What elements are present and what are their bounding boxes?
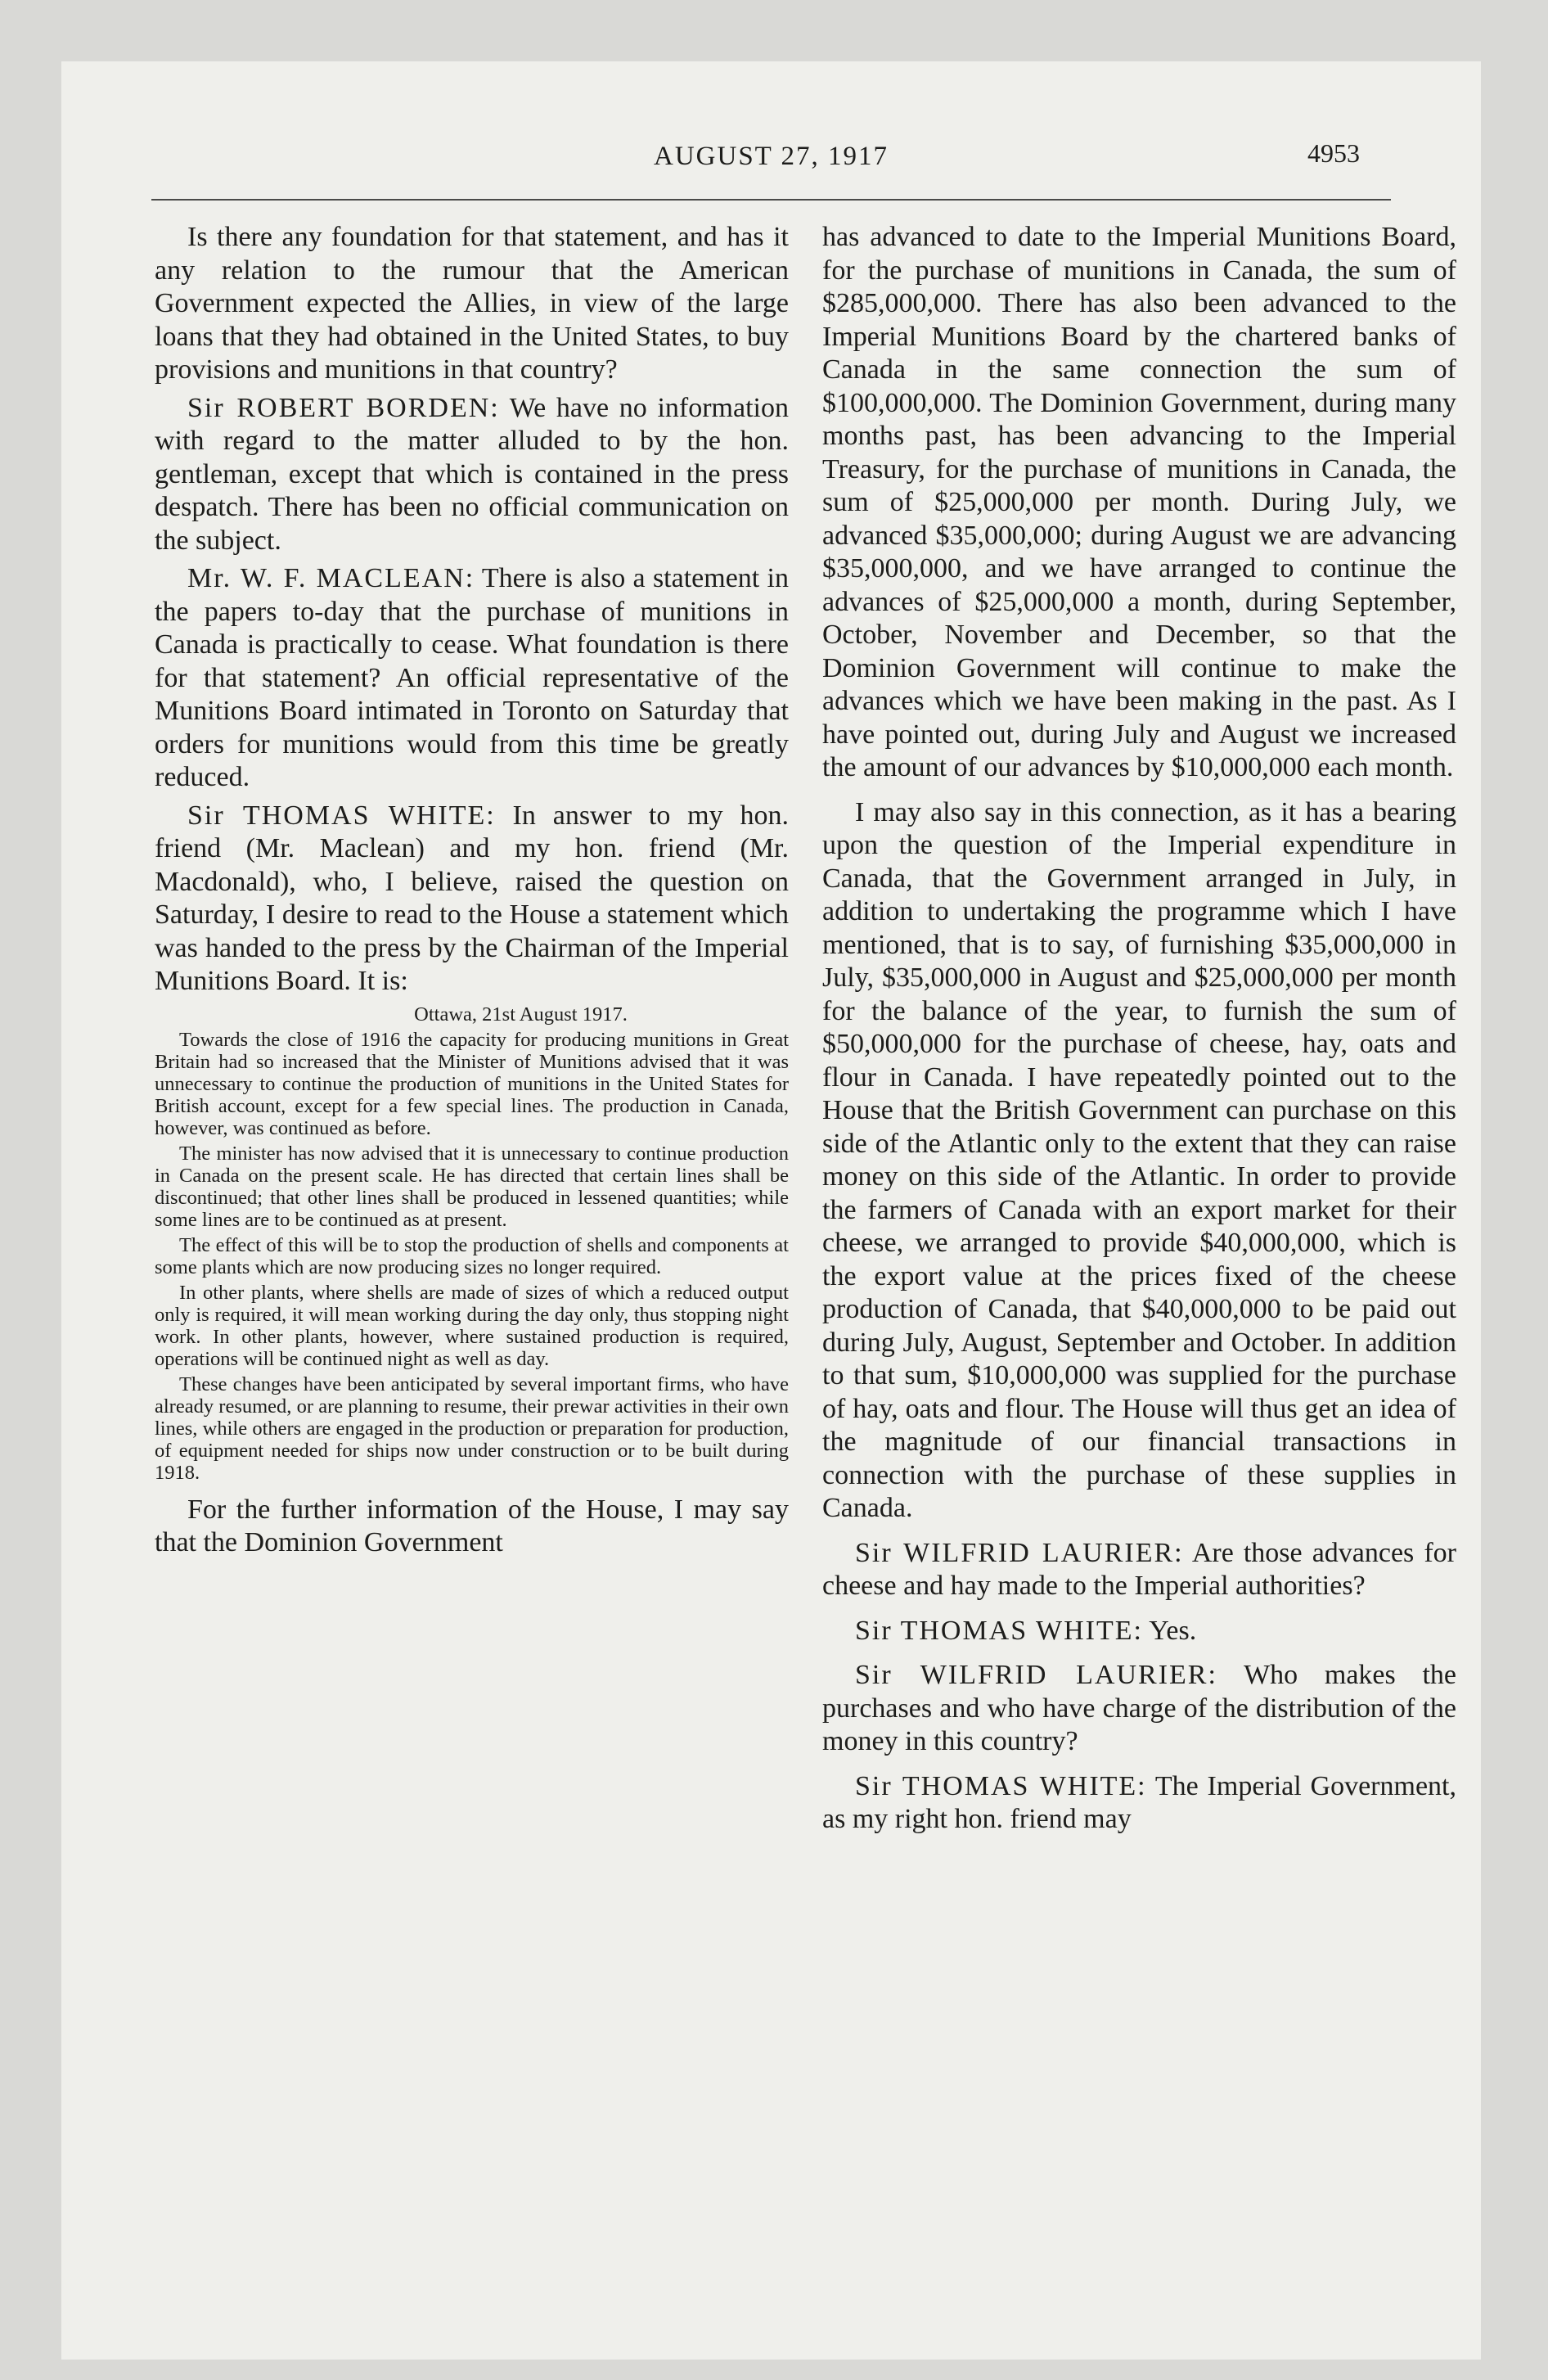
speaker-name: Sir THOMAS WHITE: bbox=[855, 1615, 1143, 1646]
quote-paragraph: These changes have been anticipated by several important firms, who have already resumed, or are planning to resume, their prewar activities in their own lines, while others are engaged in the production or preparation for production, of equipment needed for ships now under construction or to be built during 1918. bbox=[155, 1373, 789, 1484]
paragraph: For the further information of the House, I may say that the Dominion Government bbox=[155, 1494, 789, 1557]
quote-paragraph: The effect of this will be to stop the production of shells and components at some plants which are now producing sizes no longer required. bbox=[155, 1233, 789, 1278]
speech-text: Who makes the purchases and who have charge of the distribution of the money in this country? bbox=[822, 1660, 1456, 1756]
speech-text: In answer to my hon. friend (Mr. Maclean) and my hon. friend (Mr. Macdonald), who, I believe, raised the question on Saturday, I desire to read to the House a statement which was handed to the press by the Chairman of the Imperial Munitions Board. It is: bbox=[155, 800, 789, 996]
speech-paragraph bbox=[155, 800, 789, 998]
speech-text: The Imperial Government, as my right hon. friend may bbox=[822, 1770, 1456, 1834]
speech-text: Are those advances for cheese and hay made to the Imperial authorities? bbox=[822, 1537, 1457, 1601]
paragraph: has advanced to date to the Imperial Munitions Board, for the purchase of munitions in Canada, the sum of $285,000,000. There has also been advanced to the Imperial Munitions Board by the chartered banks of Canada in the same connection the sum of $100,000,000. The Dominion Government, during many months past, has been advancing to the Imperial Treasury, for the purchase of munitions in Canada, the sum of $25,000,000 per month. During July, we advanced $35,000,000; during August we are advancing $35,000,000, and we have arranged to continue the advances of $25,000,000 a month, during September, October, November and December, so that the Dominion Government will continue to make the advances which we have been making in the past. As I have pointed out, during July and August we increased the amount of our advances by $10,000,000 each month. bbox=[822, 222, 1456, 782]
quote-paragraph: In other plants, where shells are made of sizes of which a reduced output only is required, it will mean working during the day only, thus stopping night work. In other plants, however, where sustained production is required, operations will be continued night as well as day. bbox=[155, 1281, 789, 1370]
paragraph: I may also say in this connection, as it has a bearing upon the question of the Imperial expenditure in Canada, that the Government arranged in July, in addition to undertaking the programme which I have mentioned, that is to say, of furnishing $35,000,000 in July, $35,000,000 in August and $25,000,000 per month for the balance of the year, to furnish the sum of $50,000,000 for the purchase of cheese, hay, oats and flour in Canada. I have repeatedly pointed out to the House that the British Government can purchase on this side of the Atlantic only to the extent that they can raise money on this side of the Atlantic. In order to provide the farmers of Canada with an export market for their cheese, we arranged to provide $40,000,000, which is the export value at the prices fixed of the cheese production of Canada, that $40,000,000 to be paid out during July, August, September and October. In addition to that sum, $10,000,000 was supplied for the purchase of hay, oats and flour. The House will thus get an idea of the magnitude of our financial transactions in connection with the purchase of these supplies in Canada. bbox=[822, 796, 1456, 1523]
paragraph: Is there any foundation for that statement, and has it any relation to the rumour that the American Government expected the Allies, in view of the large loans that they had obtained in the United States, to buy provisions and munitions in that country? bbox=[155, 222, 789, 385]
header-rule bbox=[151, 199, 1391, 201]
left-column bbox=[155, 221, 789, 1565]
page-number: 4953 bbox=[1307, 138, 1360, 168]
speech-text: Yes. bbox=[1149, 1615, 1197, 1646]
hansard-page bbox=[61, 61, 1481, 2360]
quoted-statement bbox=[155, 1003, 789, 1484]
speaker-name: Sir THOMAS WHITE: bbox=[855, 1770, 1147, 1801]
speech-paragraph bbox=[822, 1615, 1456, 1648]
speaker-name: Sir WILFRID LAURIER: bbox=[855, 1537, 1184, 1568]
speaker-name: Sir ROBERT BORDEN: bbox=[187, 392, 500, 423]
quote-dateline: Ottawa, 21st August 1917. bbox=[414, 1003, 628, 1025]
quote-paragraph: The minister has now advised that it is unnecessary to continue production in Canada on the present scale. He has directed that certain lines shall be discontinued; that other lines shall be produced in lessened quantities; while some lines are to be continued as at present. bbox=[155, 1142, 789, 1231]
speaker-name: Sir WILFRID LAURIER: bbox=[855, 1660, 1217, 1690]
right-column bbox=[822, 221, 1456, 1848]
speech-paragraph bbox=[822, 1770, 1456, 1837]
speech-paragraph bbox=[822, 1537, 1456, 1603]
speech-paragraph bbox=[822, 1659, 1456, 1759]
speaker-name: Sir THOMAS WHITE: bbox=[187, 800, 496, 831]
quote-paragraph: Towards the close of 1916 the capacity for producing munitions in Great Britain had so increased that the Minister of Munitions advised that it was unnecessary to continue the production of munitions in the United States for British account, except for a few special lines. The production in Canada, however, was continued as before. bbox=[155, 1028, 789, 1139]
speech-paragraph bbox=[155, 392, 789, 558]
speech-text: There is also a statement in the papers to-day that the purchase of munitions in Canada is practically to cease. What foundation is there for that statement? An official representative of the Munitions Board intimated in Toronto on Saturday that orders for munitions would from this time be greatly reduced. bbox=[155, 563, 789, 792]
speech-text: We have no information with regard to the matter alluded to by the hon. gentleman, except that which is contained in the press despatch. There has been no official communication on the subject. bbox=[155, 392, 789, 556]
running-head-date: AUGUST 27, 1917 bbox=[654, 142, 889, 171]
speech-paragraph bbox=[155, 562, 789, 795]
speaker-name: Mr. W. F. MACLEAN: bbox=[187, 563, 475, 593]
